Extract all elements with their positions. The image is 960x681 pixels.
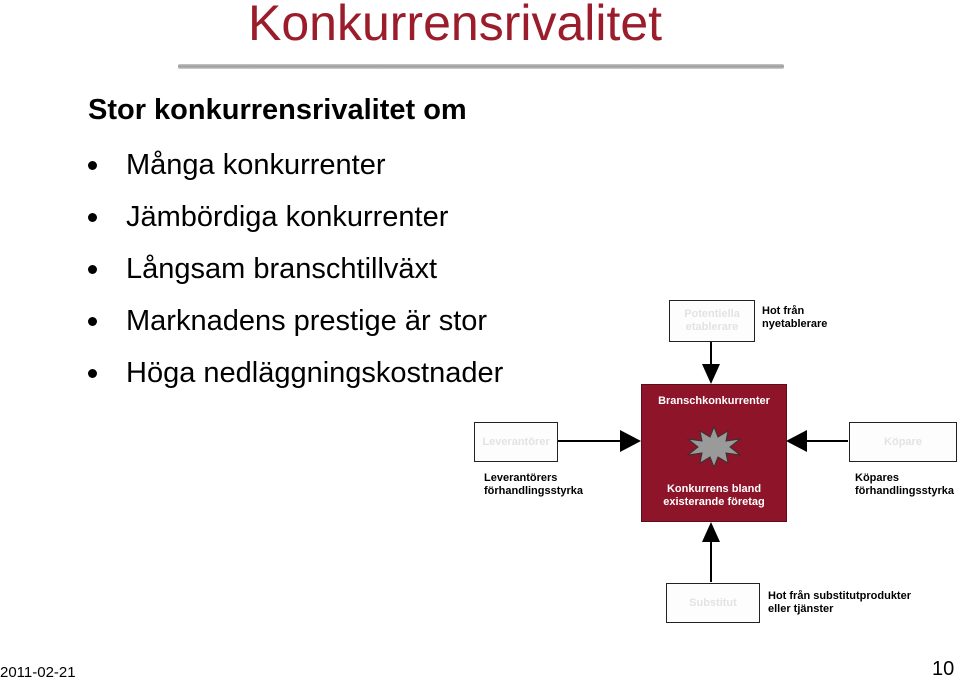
bullet-item: Marknadens prestige är stor xyxy=(84,302,503,354)
page-number: 10 xyxy=(932,658,955,680)
arrow-bottom-icon xyxy=(702,522,720,582)
subheading: Stor konkurrensrivalitet om xyxy=(88,94,467,126)
footer-date: 2011-02-21 xyxy=(0,664,76,681)
bullet-item: Långsam branschtillväxt xyxy=(84,250,503,302)
slide-title: Konkurrensrivalitet xyxy=(248,0,663,51)
center-description: Konkurrens bland existerande företag xyxy=(663,483,765,508)
caption-kopares-forhandlingsstyrka: Köpares förhandlingsstyrka xyxy=(855,472,955,497)
arrow-top-icon xyxy=(702,341,720,384)
arrow-right-icon xyxy=(786,430,848,452)
caption-leverantorers-forhandlingsstyrka: Leverantörers förhandlingsstyrka xyxy=(484,472,584,497)
box-substitut: Substitut xyxy=(666,583,760,623)
bullet-item: Många konkurrenter xyxy=(84,146,503,198)
caption-hot-substitut: Hot från substitutprodukter eller tjänster xyxy=(768,590,911,615)
center-title: Branschkonkurrenter xyxy=(658,395,770,407)
box-branschkonkurrenter xyxy=(641,384,787,522)
box-potentiella-etablerare: Potentiella etablerare xyxy=(669,300,755,342)
box-kopare: Köpare xyxy=(849,422,957,462)
bullet-item: Jämbördiga konkurrenter xyxy=(84,198,503,250)
bullet-item: Höga nedläggningskostnader xyxy=(84,354,503,406)
burst-icon xyxy=(686,427,742,467)
caption-hot-nyetablerare: Hot från nyetablerare xyxy=(762,305,828,330)
arrow-left-icon xyxy=(557,430,641,452)
box-leverantorer: Leverantörer xyxy=(474,422,558,462)
